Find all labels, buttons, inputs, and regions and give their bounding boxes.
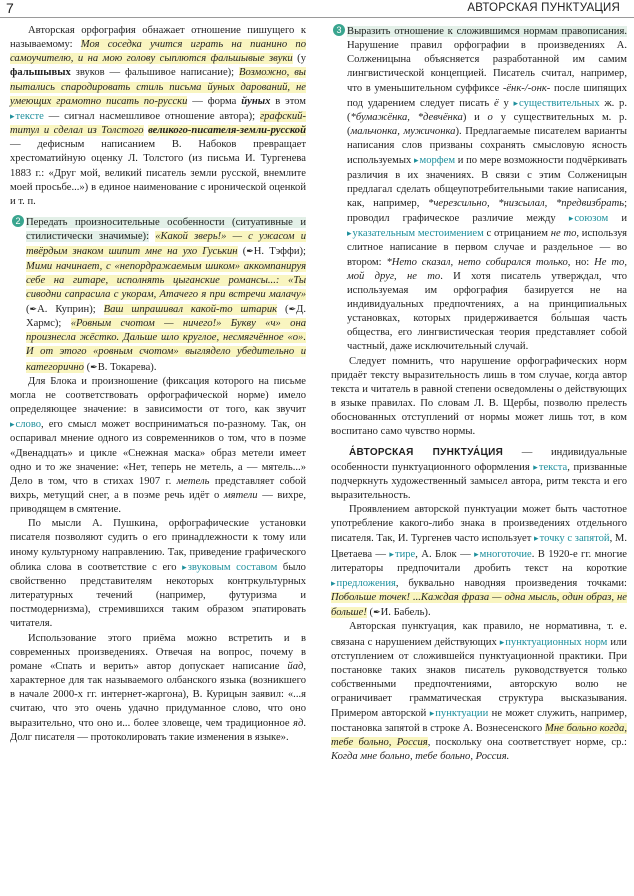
paragraph: По мысли А. Пушкина, орфографические установки писателя позволяют судить о его принадлежности к тому или иному культурному направлению. Так, приведение графического облика слова в соответствие с его ▸ звуковым составом было свойственно представителям некоторых контркультурных литературных течений (например, футуризма и постмодернизма), стремившихся таким образом эпатировать читателя.: [10, 517, 306, 631]
left-column: [10, 24, 306, 745]
paragraph: А́ВТОРСКАЯ ПУНКТУА́ЦИЯ — индивидуальные особенности пунктуационного оформления ▸ текста, призванные подчеркнуть художественный замысел автора, ритм текста и его выразительность.: [331, 446, 627, 504]
term-link[interactable]: ▸ слово: [10, 419, 41, 430]
section-number-badge: 2: [12, 215, 24, 227]
section-number-badge: 3: [333, 24, 345, 36]
term-link[interactable]: ▸ тире: [389, 549, 415, 560]
term-link[interactable]: ▸ многоточие: [474, 549, 532, 560]
term-link[interactable]: ▸ пунктуации: [430, 708, 489, 719]
term-link[interactable]: ▸ морфем: [414, 155, 455, 166]
term-link[interactable]: ▸ пунктуационных норм: [500, 637, 608, 648]
right-column: [331, 24, 627, 764]
term-link[interactable]: ▸ существительных: [514, 98, 600, 109]
paragraph: Авторская пунктуация, как правило, не нормативна, т. е. связана с нарушением действующих ▸ пунктуационных норм или отступлением от сложившейся пунктуационной практики. При постановке таких знаков писатель руководствуется только собственными предпочтениями, авторскую волю не ограничивает грамматическая структура высказывания. Примером авторской ▸ пунктуации не может служить, например, постановка запятой в строке А. Вознесенского Мне больно когда, тебе больно, Россия, поскольку она соответствует норме, ср.: Когда мне больно, тебе больно, Россия.: [331, 620, 627, 764]
paragraph: Использование этого приёма можно встретить и в современных произведениях. Отвечая на вопрос, почему в романе «Спать и верить» автор допускает написание йад, характерное для так называемого олбанского языка (возникшего в начале 2000-х гг. интернет-жаргона), В. Курицын заявил: «...я считаю, что это очень удачно придуманное слово, что оно выразительно, что оно и... более зловеще, чем традиционное яд. Долг писателя — протоколировать такие изменения в языке».: [10, 632, 306, 743]
term-link[interactable]: ▸ предложения: [331, 578, 396, 589]
section-2: 2 Передать произносительные особенности (ситуативные и стилистически значимые): «Какой зверь!» — с ужасом и твёрдым знаком шипит мне на ухо Гуськин (✒Н. Тэффи); Мими начинает, с «непордражаемым шиком» аккомпанируя себе на гитаре, исполнять цыганские романсы...: «Ты сиводни сапрасила с укорам, Атачего я при встречи малачу» (✒А. Куприн); Ваш шпрашивал какой-то штарик (✒Д. Хармс); «Ровным счотом — ничего!» Букву «ч» она произнесла жёстко. Дальше шло круглое, несмягчённое «о». И от этого «ровным счотом» выглядело убедительно и категорично (✒В. Токарева).: [10, 215, 306, 375]
term-link[interactable]: ▸ союзом: [569, 213, 608, 224]
term-link[interactable]: ▸ указательным местоимением: [347, 228, 484, 239]
quill-icon: ✒: [29, 303, 38, 314]
entry-term: А́ВТОРСКАЯ ПУНКТУА́ЦИЯ: [349, 446, 504, 458]
term-link[interactable]: ▸ тексте: [10, 111, 44, 122]
term-link[interactable]: ▸ звуковым составом: [182, 562, 277, 573]
paragraph: Следует помнить, что нарушение орфографических норм придаёт тексту выразительность лишь в том случае, когда автор текста и читатель в равной степени осведомлены о действующих в языке правилах. По словам Л. В. Щербы, позволю прелесть обоснованных отступлений от нормы может лишь тот, в ком воспитано само чувство нормы.: [331, 355, 627, 438]
quill-icon: ✒: [288, 303, 297, 314]
paragraph: Проявлением авторской пунктуации может быть частотное употребление какого-либо знака в произведениях отдельного писателя. Так, И. Тургенев часто использует ▸ точку с запятой, М. Цветаева — ▸ тире, А. Блок — ▸ многоточие. В 1920-е гг. многие литераторы предпочитали дробить текст на короткие ▸ предложения, буквально наводняя произведения точками: Побольше точек! ...Каждая фраза — одна мысль, один образ, не больше! (✒И. Бабель).: [331, 503, 627, 620]
header-divider: [0, 17, 634, 18]
quill-icon: ✒: [373, 607, 381, 618]
term-link[interactable]: ▸ текста: [533, 462, 567, 473]
paragraph: Для Блока и произношение (фиксация которого на письме могла не соответствовать орфографической норме) имело определяющее значение: в зависимости от того, как звучит ▸ слово, его смысл может восприниматься по-разному. Так, он оспаривал мнение одного из современников о том, что в поэме «Двенадцать» и цикле «Снежная маска» образ метели имеет одно и то же значение: «Нет, теперь не метель, а — мятель...» Дело в том, что в стихах 1907 г. метель представляет собой вихрь, метущий снег, а в поэме речь идёт о мятели — вихре, приводящем в смятение.: [10, 375, 306, 518]
quill-icon: ✒: [246, 246, 254, 257]
quill-icon: ✒: [90, 361, 98, 372]
page-number: 7: [6, 0, 14, 16]
paragraph: Авторская орфография обнажает отношение пишущего к называемому: Моя соседка учится играть на пианино по самоучителю, и на мою голову сыплются фальшывые звуки (у фальшывых звуков — фальшивое написание); Возможно, вы пытались спародировать стиль письма йуных дарований, не умеющих грамотно писать по-русски — форма йуных в этом ▸ тексте — сигнал насмешливое отношение автора); графский-титул и сделал из Толстого великого-писателя-земли-русской — дефисным написанием В. Набоков превращает хрестоматийную оценку Л. Толстого (из письма И. Тургенева 1883 г.: «Друг мой, великий писатель земли русской, внемлите моей просьбе...») в единое наименование с иронической оценкой и т. п.: [10, 24, 306, 209]
section-3: 3 Выразить отношение к сложившимся нормам правописания. Нарушение правил орфографии в произведениях А. Солженицына объясняется разработанной им самим лингвистической концепцией. Писатель считал, например, что в уменьшительном суффиксе -ёнк-/-онк- после шипящих под ударением следует писать ё у ▸ существительных ж. р. (*бумажёнка, *девчёнка) и о у существительных м. р. (мальчонка, мужичонка). Предлагаемые писателем варианты написания слов призваны сохранять смысловую ясность используемых ▸ морфем и по мере возможности подчёркивать различия в их значениях. В связи с этим Солженицын предлагал сделать общеупотребительными такие написания, как, например, *черезсильно, *низсылал, *предвизбрать; проводил графическое различие между ▸ союзом и ▸ указательным местоимением с отрицанием не то, используя слитное написание в первом случае и раздельное — во втором: *Нето сказал, нето собирался только, но: Не то, мой друг, не то. И хотя писатель утверждал, что используемая им орфография базируется не на индивидуальных предпочтениях, а на принципиальных установках, которых придерживается бо́льшая часть общества, его лингвистическая теория представляет собой частный, даже исключительный случай.: [331, 24, 627, 355]
term-link[interactable]: ▸ точку с запятой: [534, 533, 610, 544]
running-title: АВТОРСКАЯ ПУНКТУАЦИЯ: [467, 2, 620, 14]
